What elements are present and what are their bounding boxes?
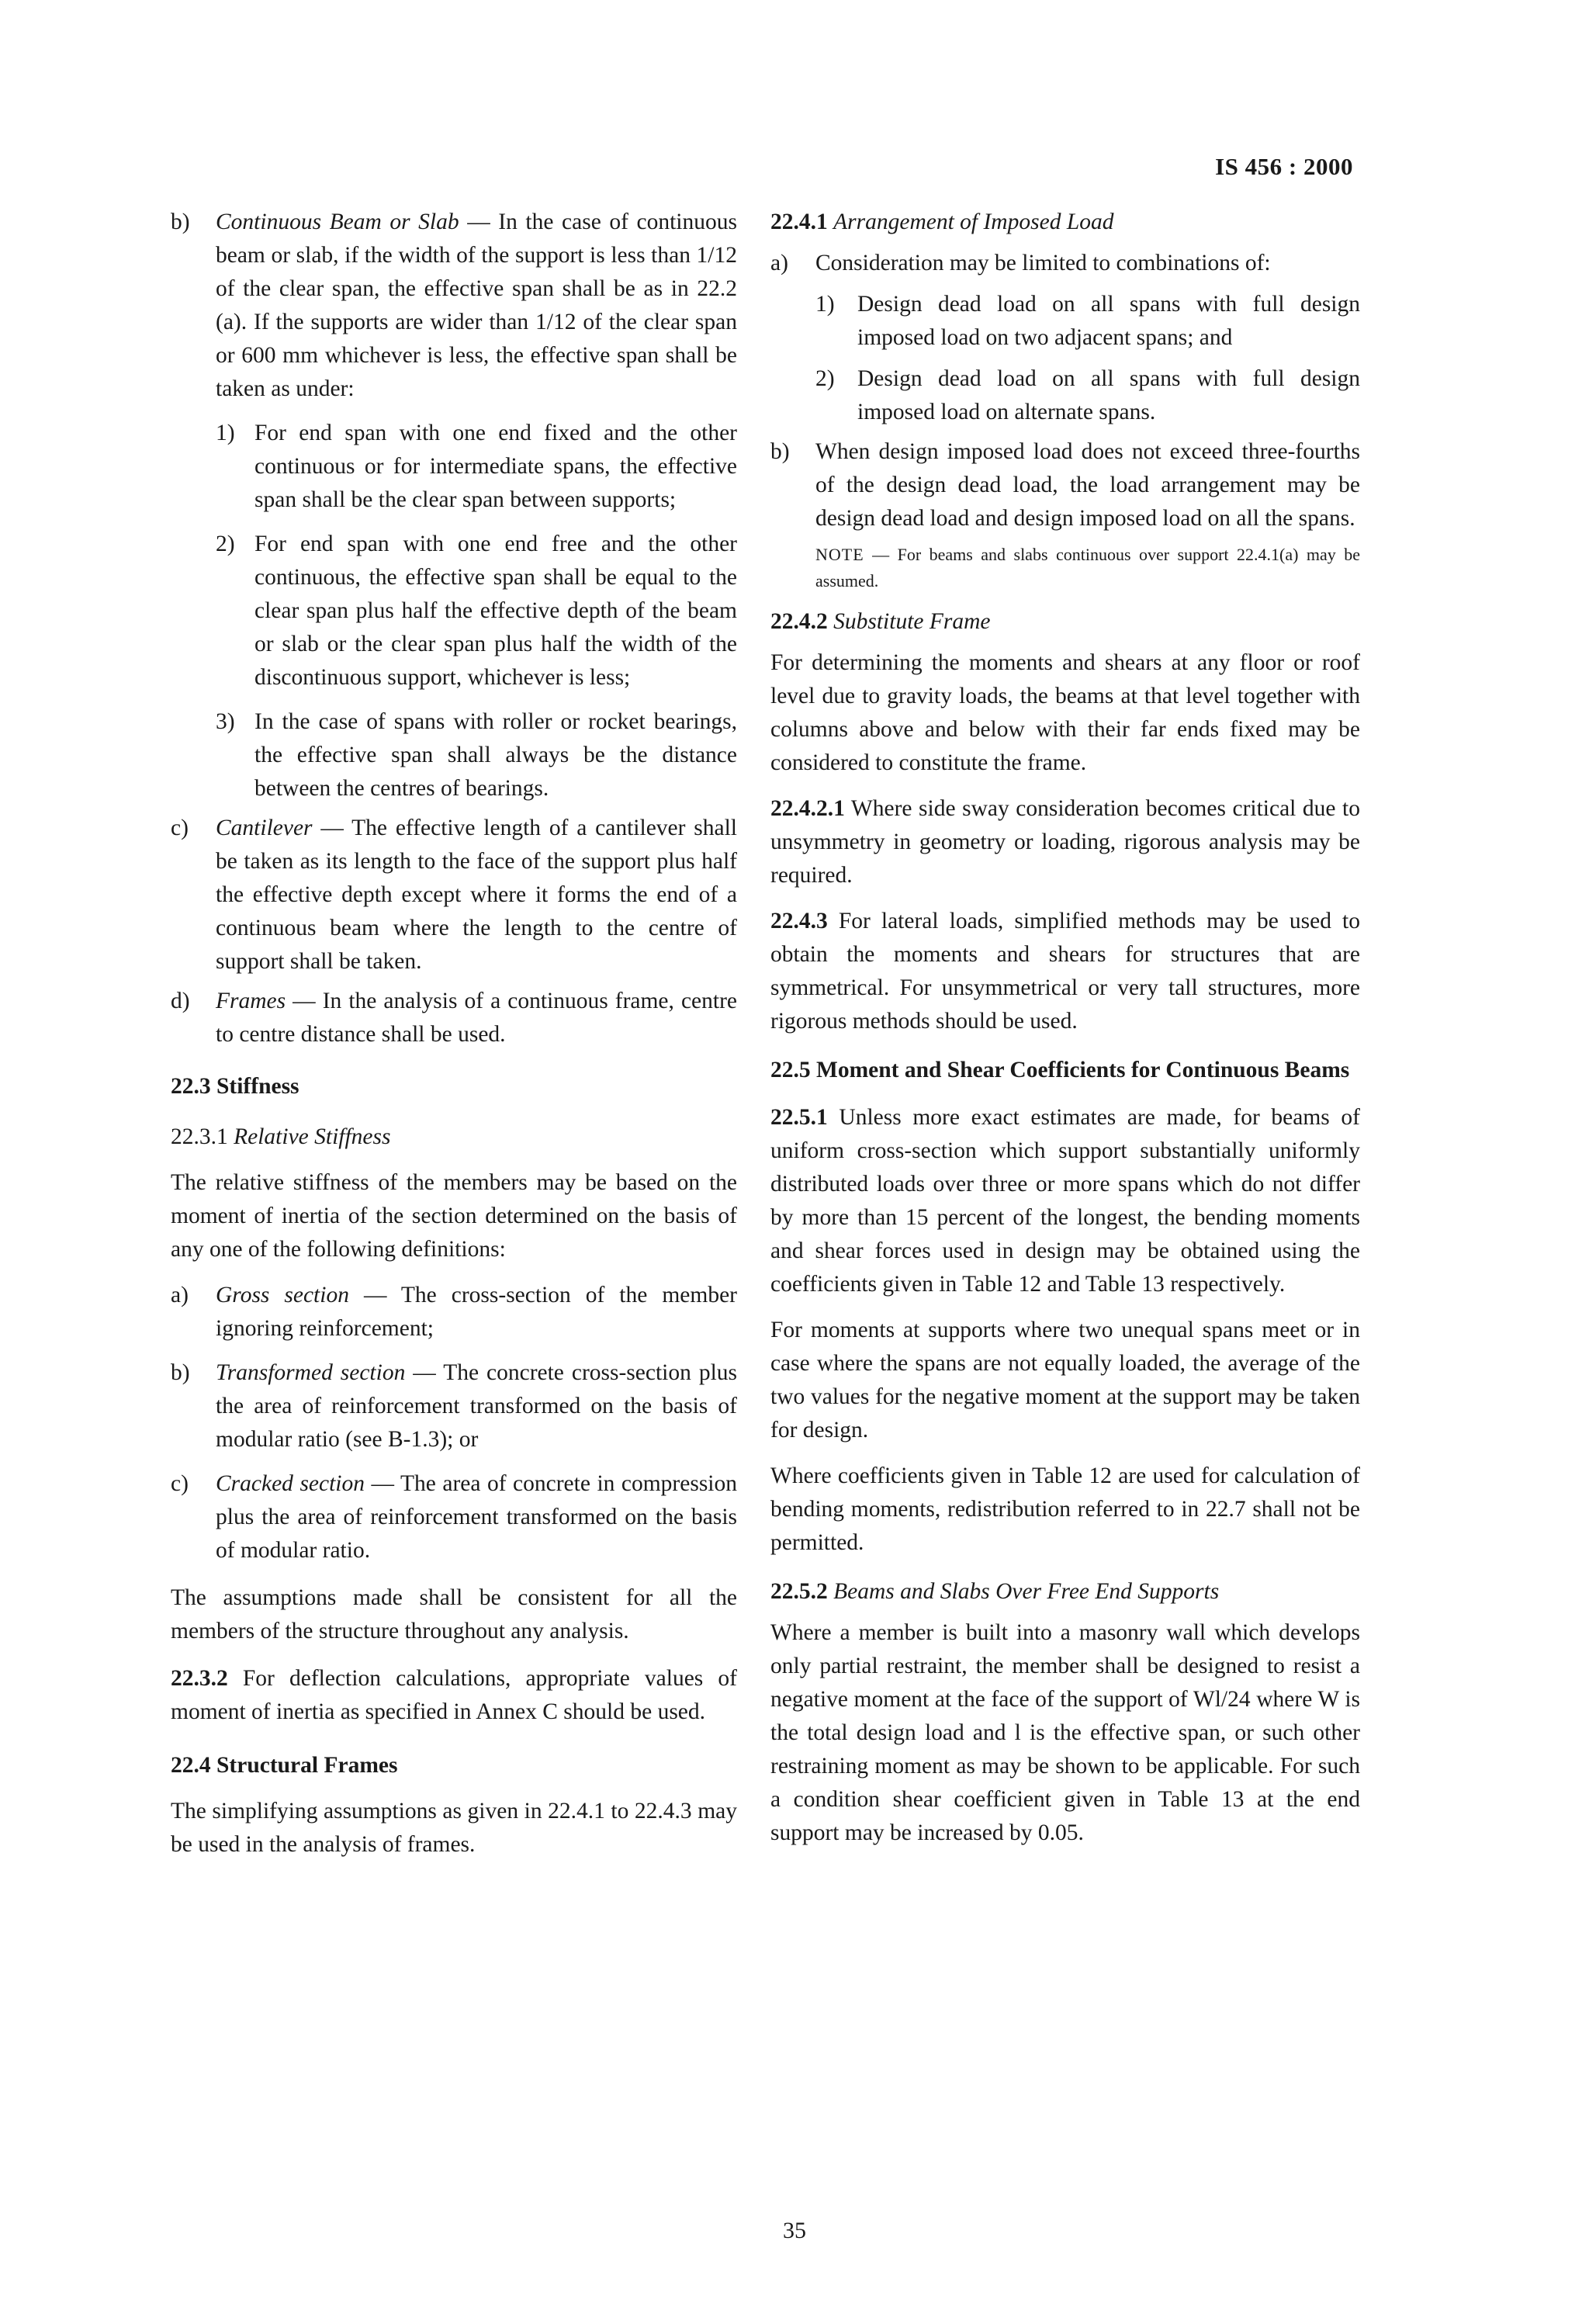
page-number: 35: [783, 2218, 806, 2243]
section-number: 22.4.2.1: [770, 796, 845, 821]
section-number: 22.4.3: [770, 909, 828, 933]
clause-label: c): [171, 816, 189, 840]
paragraph-22-5-1: [770, 1101, 1360, 1301]
list-item: [171, 1356, 737, 1456]
paragraph-body: Unless more exact estimates are made, for beams of uniform cross-section which support substantially uniformly distributed loads over three or more spans which do not differ by more than 15 percent of the longest, the bending moments and shear forces used in design may be obtained using the coefficients given in Table 12 and Table 13 respectively.: [770, 1105, 1360, 1297]
section-heading-22-3-1: [171, 1120, 737, 1154]
note-text: — For beams and slabs continuous over support 22.4.1(a) may be assumed.: [815, 545, 1360, 591]
clause-c-cantilever: [171, 812, 737, 978]
item-label: b): [770, 439, 790, 464]
section-number: 22.5.2: [770, 1579, 828, 1604]
item-text: [216, 1279, 737, 1346]
item-title: Cracked section: [216, 1471, 365, 1496]
section-title: Stiffness: [216, 1074, 299, 1099]
item-text: For end span with one end fixed and the other continuous or for intermediate spans, the effective span shall be the clear span between supports;: [254, 421, 737, 512]
paragraph-body: For lateral loads, simplified methods may be used to obtain the moments and shears for structures that are symmetrical. For unsymmetrical or very tall structures, more rigorous methods should be used.: [770, 909, 1360, 1034]
right-column: [770, 206, 1360, 1850]
section-heading-22-5-2: [770, 1575, 1360, 1609]
clause-body: — In the analysis of a continuous frame, centre to centre distance shall be used.: [216, 989, 737, 1047]
paragraph: For moments at supports where two unequal spans meet or in case where the spans are not equally loaded, the average of the two values for the negative moment at the support may be taken for design.: [770, 1318, 1360, 1443]
clause-body: — In the case of continuous beam or slab, if the width of the support is less than 1/12 of the clear span, the effective span shall be as in 22.2 (a). If the supports are wider than 1/12 of the clear span or 600 mm whichever is less, the effective span shall be taken as under:: [216, 210, 737, 401]
left-column: [171, 206, 737, 1862]
section-title: Substitute Frame: [833, 609, 991, 634]
list-item: [216, 417, 737, 517]
item-label: 1): [216, 421, 235, 445]
list-item: [171, 1467, 737, 1567]
item-title: Gross section: [216, 1283, 349, 1307]
list-item: [770, 247, 1360, 280]
section-heading-22-4-2: [770, 605, 1360, 639]
paragraph: Where a member is built into a masonry wall which develops only partial restraint, the member shall be designed to resist a negative moment at the face of the support of Wl/24 where W is the total design load and l is the effective span, or such other restraining moment as may be shown to be applicable. For such a condition shear coefficient given in Table 13 at the end support may be increased by 0.05.: [770, 1620, 1360, 1845]
item-text: [216, 1467, 737, 1567]
section-heading-22-4-1: [770, 206, 1360, 239]
paragraph-22-3-2: [171, 1662, 737, 1729]
note-label: NOTE: [815, 545, 864, 564]
clause-text: [216, 206, 737, 406]
section-number: 22.3.1: [171, 1124, 228, 1149]
clause-title: Continuous Beam or Slab: [216, 210, 459, 234]
section-heading-22-3: [171, 1070, 737, 1103]
section-title: Structural Frames: [216, 1753, 398, 1778]
clause-label: d): [171, 989, 190, 1013]
item-label: a): [171, 1283, 189, 1307]
section-title: Relative Stiffness: [234, 1124, 391, 1149]
clause-text: [216, 985, 737, 1051]
clause-label: b): [171, 210, 190, 234]
section-number: 22.4.1: [770, 210, 828, 234]
item-label: a): [770, 251, 788, 275]
item-body: — The concrete cross-section plus the area of reinforcement transformed on the basis of modular ratio (see B-1.3); or: [216, 1360, 737, 1452]
item-text: Design dead load on all spans with full design imposed load on two adjacent spans; and: [857, 292, 1360, 350]
list-item: [216, 528, 737, 694]
item-text: When design imposed load does not exceed three-fourths of the design dead load, the load arrangement may be design dead load and design imposed load on all the spans.: [815, 439, 1360, 531]
clause-d-frames: [171, 985, 737, 1051]
item-label: 2): [815, 366, 835, 391]
item-label: 1): [815, 292, 835, 317]
section-title: Arrangement of Imposed Load: [833, 210, 1114, 234]
paragraph: The relative stiffness of the members may be based on the moment of inertia of the section determined on the basis of any one of the following definitions:: [171, 1170, 737, 1262]
paragraph: The assumptions made shall be consistent for all the members of the structure throughout any analysis.: [171, 1585, 737, 1643]
item-label: 3): [216, 709, 235, 734]
note: [815, 542, 1360, 594]
list-item: [815, 362, 1360, 429]
paragraph: Where coefficients given in Table 12 are used for calculation of bending moments, redistribution referred to in 22.7 shall not be permitted.: [770, 1463, 1360, 1555]
item-text: Consideration may be limited to combinations of:: [815, 251, 1271, 275]
item-label: c): [171, 1471, 189, 1496]
item-text: Design dead load on all spans with full design imposed load on alternate spans.: [857, 366, 1360, 424]
clause-title: Cantilever: [216, 816, 313, 840]
list-item: [770, 435, 1360, 535]
paragraph: The simplifying assumptions as given in 22.4.1 to 22.4.3 may be used in the analysis of frames.: [171, 1799, 737, 1857]
list-item: [216, 705, 737, 805]
section-number: 22.4.2: [770, 609, 828, 634]
item-text: For end span with one end free and the other continuous, the effective span shall be equal to the clear span plus half the effective depth of the beam or slab or the clear span plus half the width of the discontinuous support, whichever is less;: [254, 532, 737, 690]
paragraph-body: Where side sway consideration becomes critical due to unsymmetry in geometry or loading, rigorous analysis may be required.: [770, 796, 1360, 888]
item-title: Transformed section: [216, 1360, 406, 1385]
item-text: In the case of spans with roller or rocket bearings, the effective span shall always be the distance between the centres of bearings.: [254, 709, 737, 801]
list-item: [171, 1279, 737, 1346]
section-title: Moment and Shear Coefficients for Continuous Beams: [816, 1058, 1350, 1082]
paragraph-22-4-2-1: [770, 792, 1360, 892]
item-label: 2): [216, 532, 235, 556]
clause-body: — The effective length of a cantilever shall be taken as its length to the face of the support plus half the effective depth except where it forms the end of a continuous beam where the length to the centre of support shall be taken.: [216, 816, 737, 974]
list-item: [815, 288, 1360, 355]
section-number: 22.3.2: [171, 1666, 228, 1691]
section-heading-22-5: [770, 1054, 1360, 1087]
section-heading-22-4: [171, 1749, 737, 1782]
clause-text: [216, 812, 737, 978]
section-number: 22.4: [171, 1753, 211, 1778]
item-body: — The area of concrete in compression plus the area of reinforcement transformed on the basis of modular ratio.: [216, 1471, 738, 1563]
item-body: — The cross-section of the member ignoring reinforcement;: [216, 1283, 737, 1341]
section-number: 22.3: [171, 1074, 211, 1099]
clause-b-continuous-beam: [171, 206, 737, 406]
paragraph-body: For deflection calculations, appropriate values of moment of inertia as specified in Annex C should be used.: [171, 1666, 737, 1724]
paragraph: For determining the moments and shears at any floor or roof level due to gravity loads, the beams at that level together with columns above and below with their far ends fixed may be considered to constitute the frame.: [770, 650, 1360, 775]
paragraph-22-4-3: [770, 905, 1360, 1038]
section-number: 22.5.1: [770, 1105, 828, 1130]
section-title: Beams and Slabs Over Free End Supports: [833, 1579, 1220, 1604]
item-text: [216, 1356, 737, 1456]
standard-code: IS 456 : 2000: [1215, 153, 1353, 180]
clause-title: Frames: [216, 989, 286, 1013]
section-number: 22.5: [770, 1058, 811, 1082]
item-label: b): [171, 1360, 190, 1385]
